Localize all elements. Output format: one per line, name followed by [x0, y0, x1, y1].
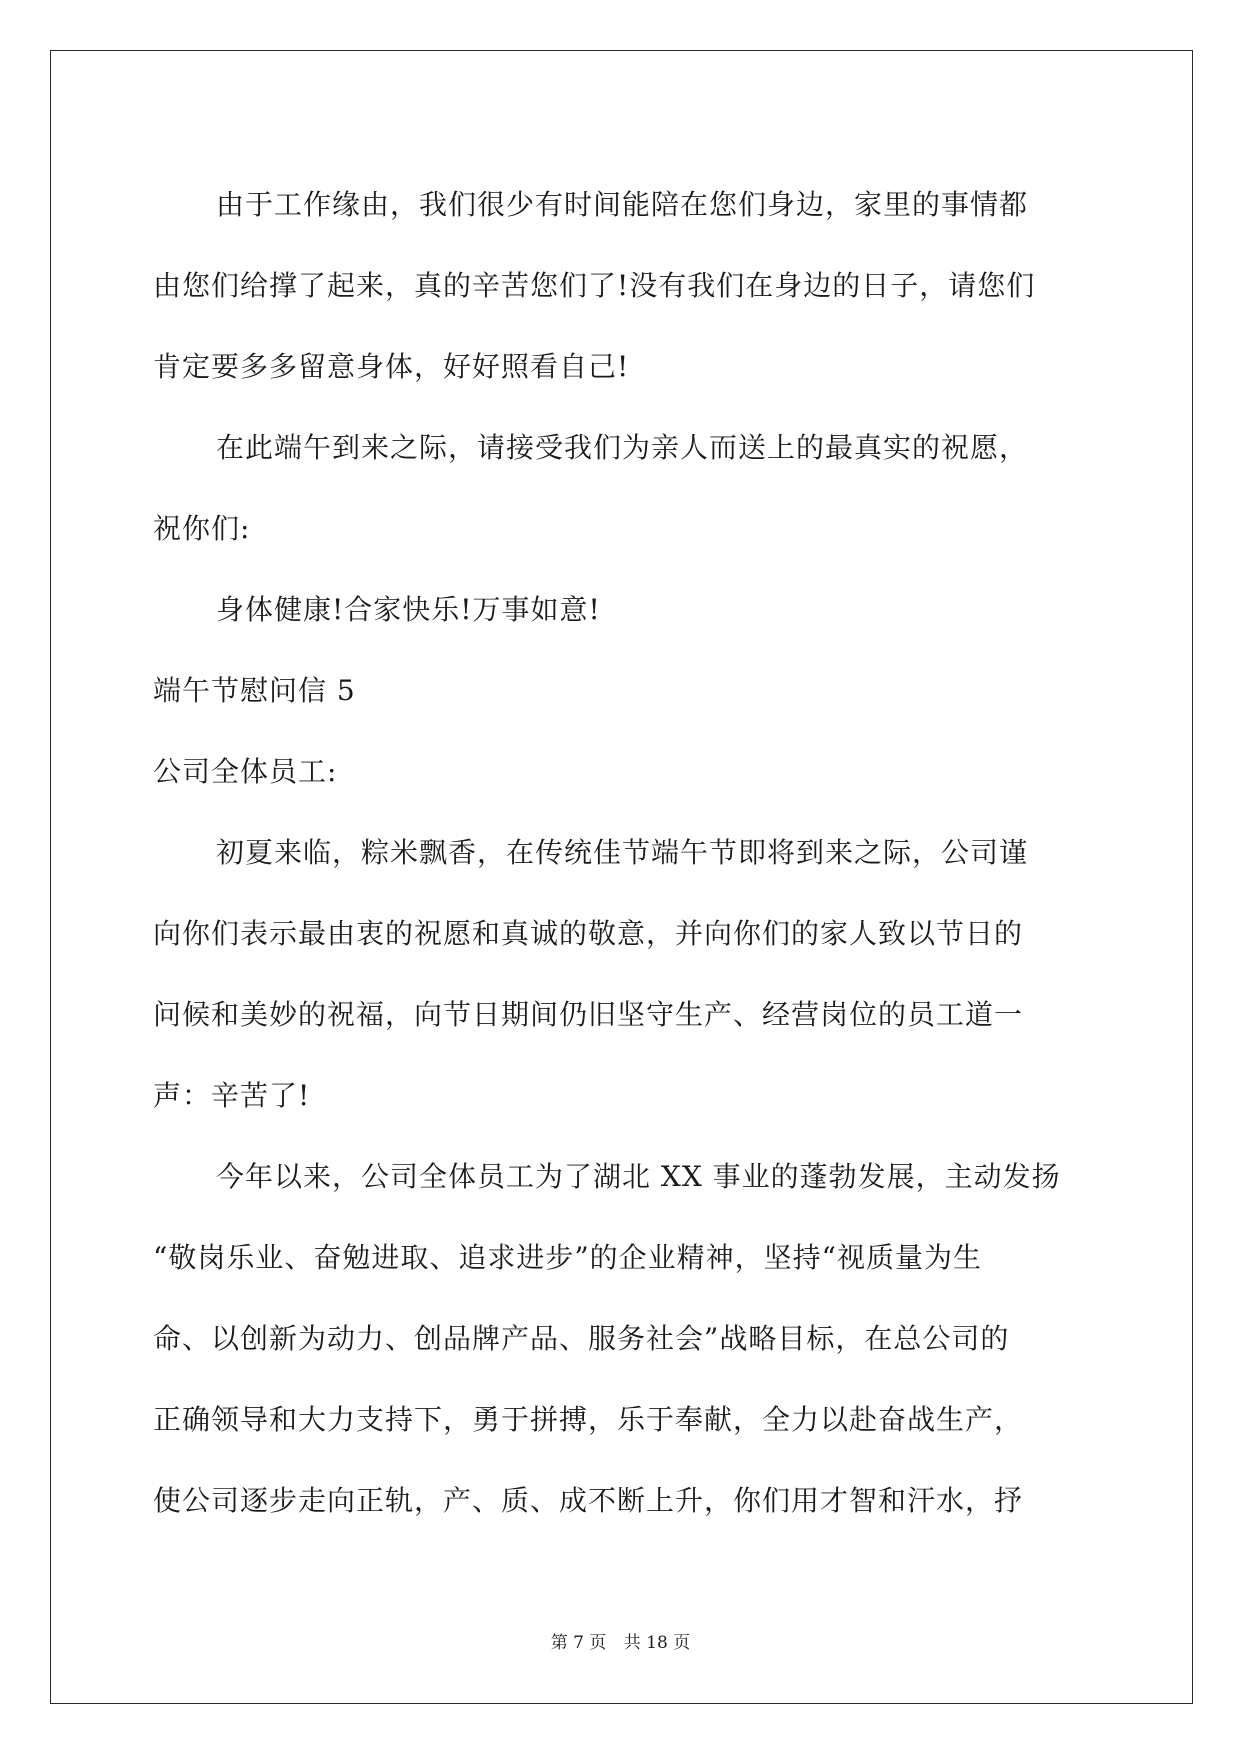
paragraph-line: 正确领导和大力支持下，勇于拼搏，乐于奉献，全力以赴奋战生产， [153, 1403, 1024, 1436]
paragraph-line: “敬岗乐业、奋勉进取、追求进步”的企业精神，坚持“视质量为生 [153, 1241, 982, 1274]
paragraph-line: 使公司逐步走向正轨，产、质、成不断上升，你们用才智和汗水，抒 [153, 1484, 1024, 1517]
paragraph-line: 肯定要多多留意身体，好好照看自己! [153, 350, 630, 383]
page-footer [0, 1628, 1241, 1653]
paragraph-line: 问候和美妙的祝福，向节日期间仍旧坚守生产、经营岗位的员工道一 [153, 998, 1024, 1031]
paragraph-line: 由您们给撑了起来，真的辛苦您们了!没有我们在身边的日子，请您们 [153, 269, 1036, 302]
page-number: 第 7 页 [550, 1633, 607, 1653]
paragraph-line: 由于工作缘由，我们很少有时间能陪在您们身边，家里的事情都 [216, 188, 1029, 221]
paragraph-line: 命、以创新为动力、创品牌产品、服务社会”战略目标，在总公司的 [153, 1322, 1010, 1355]
paragraph-line: 身体健康!合家快乐!万事如意! [216, 593, 601, 626]
section-title: 端午节慰问信 5 [153, 674, 356, 707]
salutation: 公司全体员工: [153, 755, 338, 788]
document-body [153, 164, 1093, 1541]
page-total: 共 18 页 [623, 1633, 691, 1653]
paragraph-line: 声：辛苦了! [153, 1079, 311, 1112]
paragraph-line: 祝你们: [153, 512, 251, 545]
paragraph-line: 向你们表示最由衷的祝愿和真诚的敬意，并向你们的家人致以节日的 [153, 917, 1024, 950]
paragraph-line: 今年以来，公司全体员工为了湖北 XX 事业的蓬勃发展，主动发扬 [216, 1160, 1061, 1193]
paragraph-line: 在此端午到来之际，请接受我们为亲人而送上的最真实的祝愿， [216, 431, 1029, 464]
paragraph-line: 初夏来临，粽米飘香，在传统佳节端午节即将到来之际，公司谨 [216, 836, 1029, 869]
